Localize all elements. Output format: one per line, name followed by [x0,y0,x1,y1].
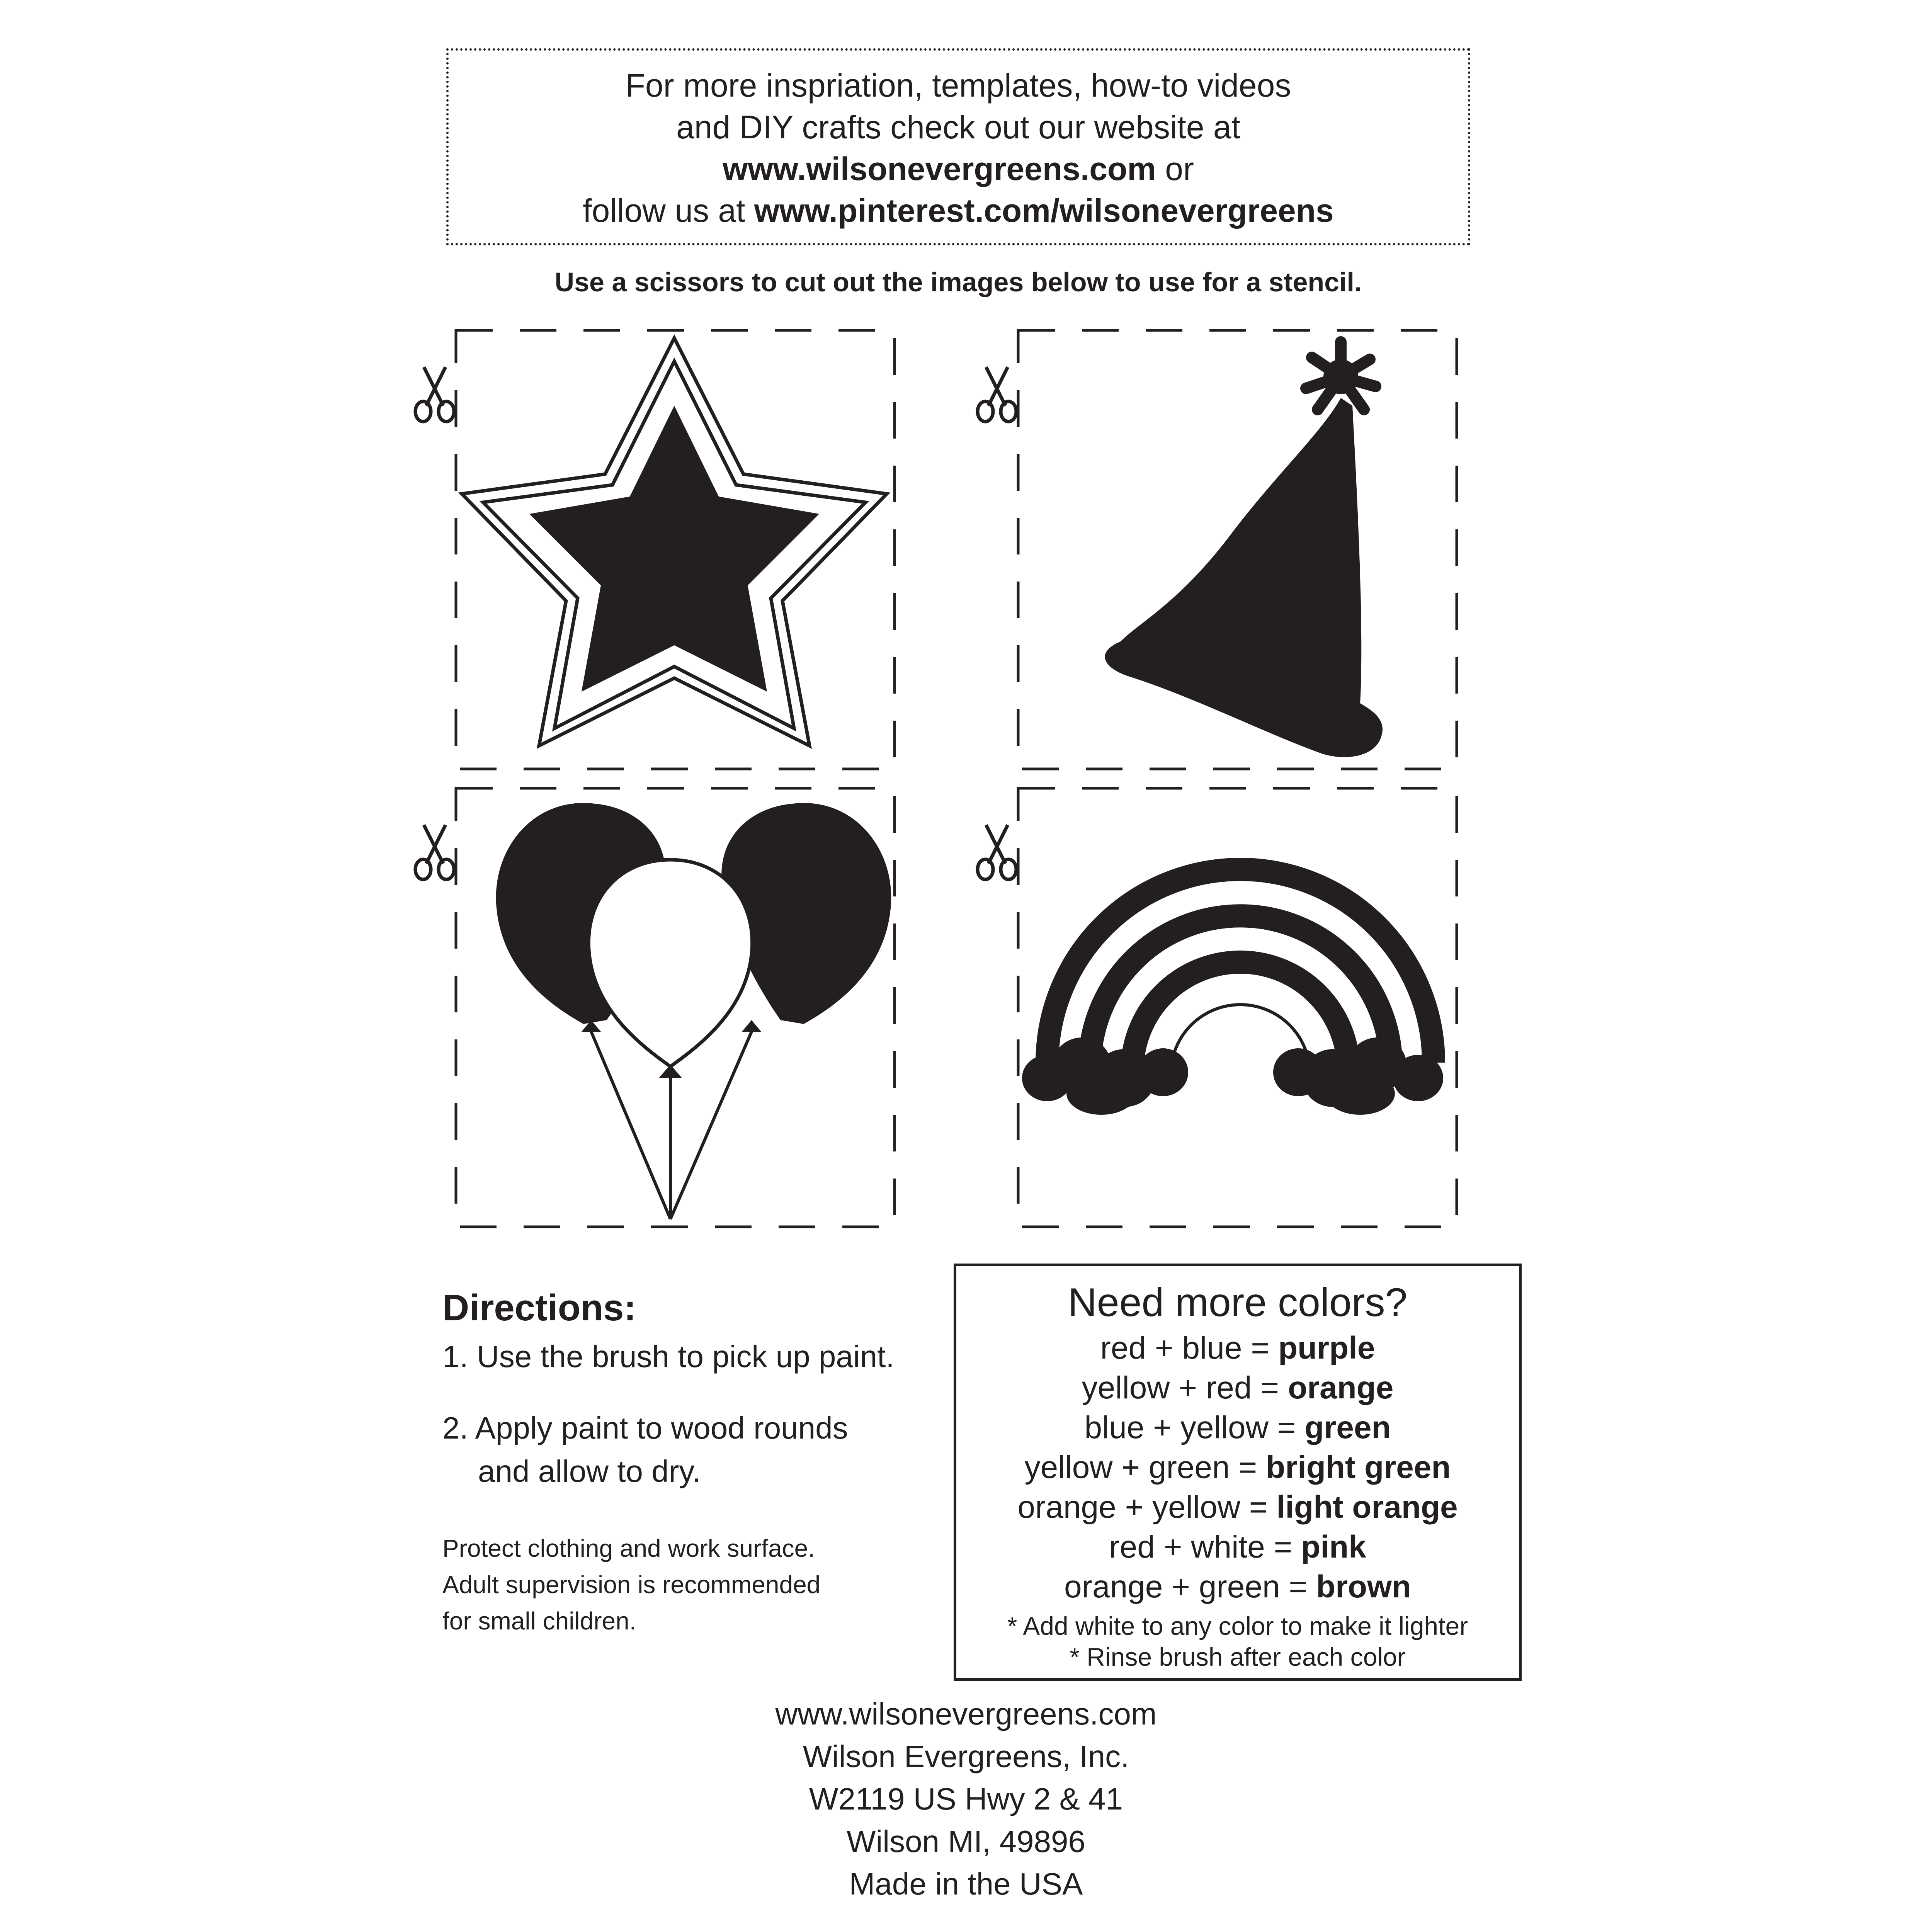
stencil-instruction: Use a scissors to cut out the images below to use for a stencil. [554,267,1362,297]
pinterest-link[interactable]: www.pinterest.com/wilsonevergreens [754,192,1334,229]
party-hat-icon [1105,342,1383,757]
color-mix-row: yellow + red = orange [1082,1370,1394,1405]
footer-company: Wilson Evergreens, Inc. [803,1739,1129,1774]
scissors-icon [415,367,454,422]
color-mix-row: yellow + green = bright green [1024,1450,1451,1485]
color-mix-row: red + blue = purple [1100,1330,1375,1366]
scissors-icon [978,367,1016,422]
star-icon [462,338,887,746]
footer-city: Wilson MI, 49896 [846,1824,1086,1859]
balloons-icon [496,803,891,1219]
color-mix-row: orange + green = brown [1064,1569,1411,1604]
direction-step-2: 2. Apply paint to wood rounds [442,1411,848,1445]
safety-line-3: for small children. [442,1607,636,1635]
website-link[interactable]: www.wilsonevergreens.com [723,151,1156,187]
color-mixing-box [954,1264,1522,1681]
direction-step-1: 1. Use the brush to pick up paint. [442,1339,895,1374]
color-note-1: * Add white to any color to make it lighter [1007,1612,1468,1640]
color-mix-row: orange + yellow = light orange [1017,1490,1458,1525]
color-note-2: * Rinse brush after each color [1070,1643,1406,1671]
scissors-icon [415,825,454,879]
safety-note [442,1530,820,1639]
safety-line-2: Adult supervision is recommended [442,1571,821,1599]
promo-or: or [1156,151,1194,187]
direction-step-2-cont: and allow to dry. [478,1454,701,1488]
promo-follow: follow us at [583,192,754,229]
safety-line-1: Protect clothing and work surface. [442,1534,815,1562]
promo-line-2: and DIY crafts check out our website at [676,109,1240,145]
color-mix-row: blue + yellow = green [1084,1410,1391,1445]
colors-title: Need more colors? [1068,1280,1408,1325]
promo-line-1: For more inspriation, templates, how-to videos [625,67,1291,104]
footer-street: W2119 US Hwy 2 & 41 [809,1782,1123,1816]
directions-title: Directions: [442,1287,636,1328]
footer-website[interactable]: www.wilsonevergreens.com [775,1697,1157,1731]
footer-made-in: Made in the USA [849,1867,1083,1901]
color-mix-row: red + white = pink [1109,1529,1366,1565]
rainbow-icon [1022,869,1443,1115]
scissors-icon [978,825,1016,879]
